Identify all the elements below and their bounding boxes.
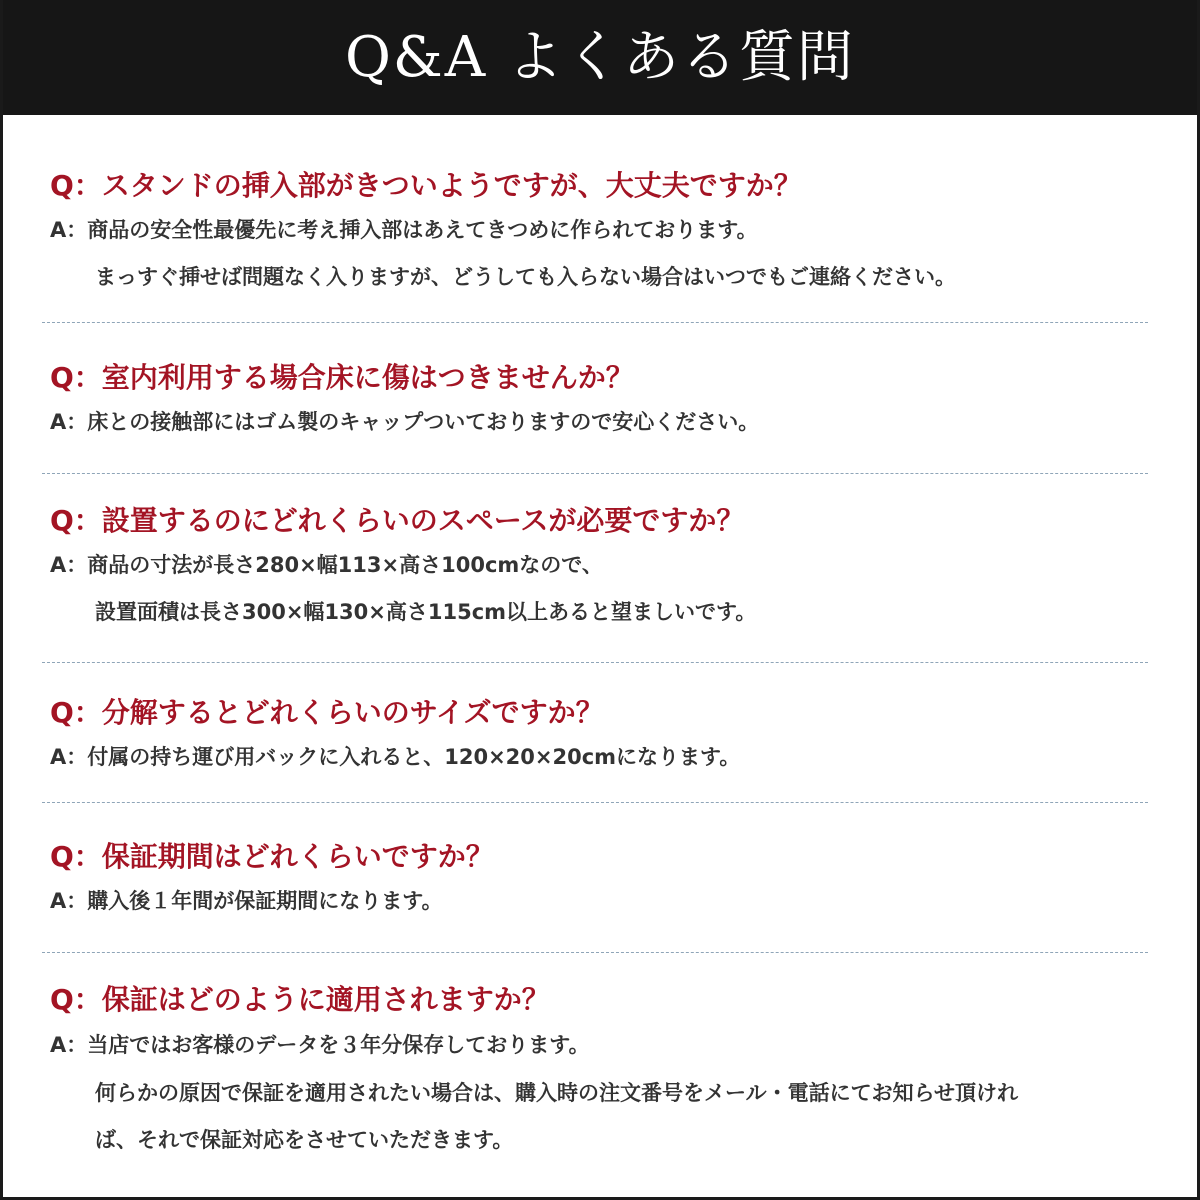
- faq-answer-2-line-1: A：床との接触部にはゴム製のキャップついておりますので安心ください。: [50, 410, 760, 434]
- faq-question-1: Q：スタンドの挿入部がきついようですが、大丈夫ですか？: [50, 169, 802, 202]
- faq-question-4: Q：分解するとどれくらいのサイズですか？: [50, 696, 604, 729]
- divider: [42, 952, 1148, 953]
- faq-question-5: Q：保証期間はどれくらいですか？: [50, 840, 494, 873]
- faq-answer-4-line-1: A：付属の持ち運び用バックに入れると、120×20×20cmになります。: [50, 745, 741, 769]
- faq-answer-6-line-1: A：当店ではお客様のデータを３年分保存しております。: [50, 1033, 590, 1057]
- faq-answer-3-line-2: 設置面積は長さ300×幅130×高さ115cm以上あると望ましいです。: [95, 600, 757, 624]
- faq-answer-3-line-1: A：商品の寸法が長さ280×幅113×高さ100cmなので、: [50, 553, 603, 577]
- page-title: Q&A よくある質問: [345, 24, 855, 90]
- faq-answer-6-line-2: 何らかの原因で保証を適用されたい場合は、購入時の注文番号をメール・電話にてお知らせ頂けれ: [95, 1081, 1018, 1105]
- divider: [42, 662, 1148, 663]
- faq-answer-6-line-3: ば、それで保証対応をさせていただきます。: [95, 1128, 514, 1152]
- divider: [42, 473, 1148, 474]
- faq-question-2: Q：室内利用する場合床に傷はつきませんか？: [50, 361, 634, 394]
- header-bar: [0, 0, 1200, 115]
- faq-question-3: Q：設置するのにどれくらいのスペースが必要ですか？: [50, 504, 745, 537]
- faq-question-6: Q：保証はどのように適用されますか？: [50, 983, 550, 1016]
- faq-answer-1-line-2: まっすぐ挿せば問題なく入りますが、どうしても入らない場合はいつでもご連絡ください。: [95, 265, 956, 289]
- divider: [42, 322, 1148, 323]
- faq-answer-5-line-1: A：購入後１年間が保証期間になります。: [50, 889, 443, 913]
- faq-answer-1-line-1: A：商品の安全性最優先に考え挿入部はあえてきつめに作られております。: [50, 218, 758, 242]
- divider: [42, 802, 1148, 803]
